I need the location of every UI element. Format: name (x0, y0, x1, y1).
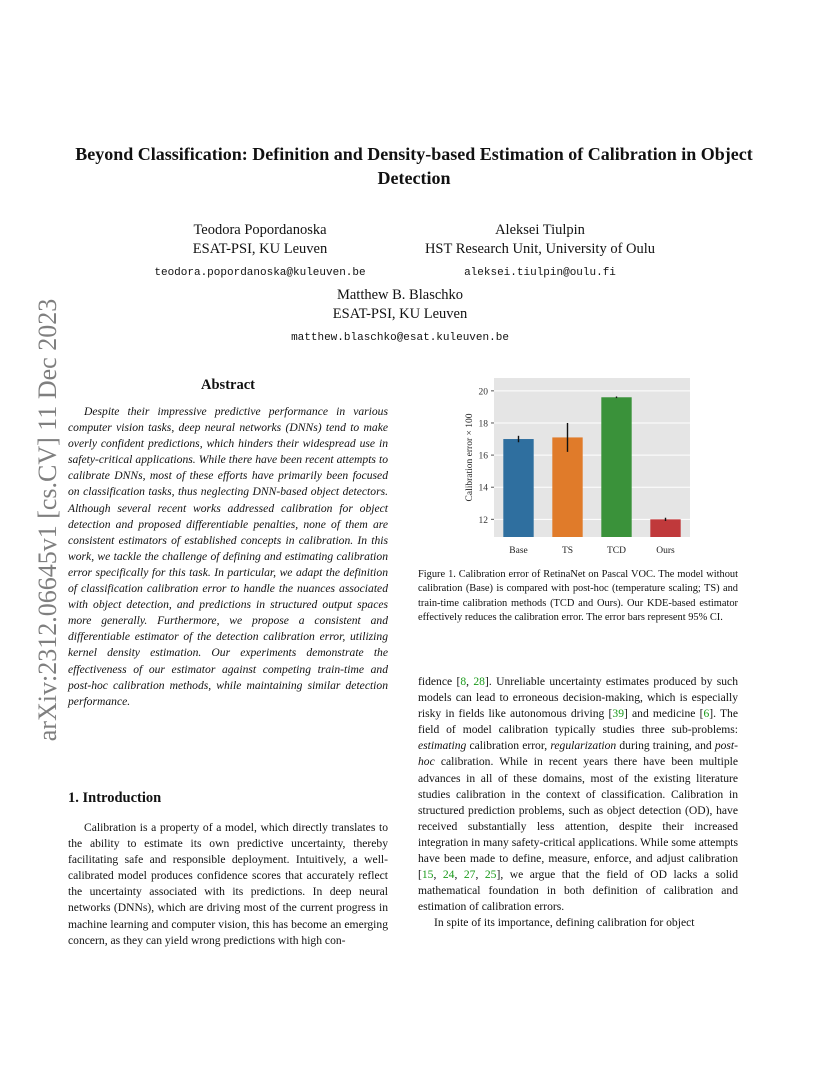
bar-ts (552, 437, 582, 537)
author-email[interactable]: teodora.popordanoska@kuleuven.be (154, 267, 366, 279)
bar-base (503, 439, 533, 537)
arxiv-stamp-text: arXiv:2312.06645v1 [cs.CV] 11 Dec 2023 (33, 298, 62, 742)
citation-link[interactable]: 6 (703, 707, 710, 721)
author-email[interactable]: aleksei.tiulpin@oulu.fi (464, 267, 616, 279)
paragraph: fidence [8, 28]. Unreliable uncertainty estimates produced by such models can lead to erroneous decision-making, which is especially risky in fields like autonomous driving [39] and medicine [6]. The field of model calibration typically studies three sub-problems: estimating calibration error, regularization during training, and post-hoc calibration. While in recent years there have been multiple advances in all of these domains, most of the existing literature studies calibration in the context of classification. Calibration in structured prediction problems, such as object detection (OD), have received substantially less attention, despite their increased integration in many safety-critical applications. While some attempts have been made to define, measure, enforce, and adjust calibration [15, 24, 27, 25], we argue that the field of OD lacks a solid mathematical foundation in both definition of calibration and estimation of calibration errors. (418, 675, 739, 914)
figure-caption: Figure 1. Calibration error of RetinaNet on Pascal VOC. The model without calibration (Base) is compared with post-hoc (temperature scaling; TS) and train-time calibration methods (TCD and Ours). Our KDE-based estimator effectively reduces the calibration error. The error bars represent 95% CI. (418, 569, 738, 624)
bar-tcd (601, 397, 631, 537)
author-block-3 (250, 286, 550, 348)
author-block-1 (140, 221, 380, 283)
author-affiliation: HST Research Unit, University of Oulu (424, 241, 656, 257)
citation-link[interactable]: 27 (463, 868, 476, 882)
citation-link[interactable]: 25 (484, 868, 497, 882)
y-tick-label: 16 (478, 451, 488, 462)
x-tick-label: TCD (607, 546, 626, 556)
citation-link[interactable]: 28 (473, 675, 485, 688)
paper-title: Beyond Classification: Definition and Density-based Estimation of Calibration in Object Detection (75, 144, 753, 188)
x-tick-label: Ours (656, 546, 675, 556)
author-affiliation: ESAT-PSI, KU Leuven (192, 241, 328, 257)
author-affiliation: ESAT-PSI, KU Leuven (332, 306, 468, 322)
citation-link[interactable]: 15 (421, 868, 434, 882)
y-tick-label: 12 (478, 515, 488, 526)
citation-link[interactable]: 24 (442, 868, 455, 882)
author-block-2 (400, 221, 680, 283)
x-tick-label: Base (509, 546, 528, 556)
author-email[interactable]: matthew.blaschko@esat.kuleuven.be (291, 332, 509, 344)
citation-link[interactable]: 39 (612, 707, 624, 721)
paragraph: In spite of its importance, defining calibration for object (434, 916, 695, 930)
y-tick-label: 20 (478, 387, 488, 398)
abstract-text: Despite their impressive predictive performance in various computer vision tasks, deep neural networks (DNNs) tend to make overly confident predictions, which hinders their widespread use in safety-critical applications. While there have been recent attempts to calibrate DNNs, most of these efforts have primarily been focused on classification tasks, thus neglecting DNN-based object detectors. Although several recent works addressed calibration for object detection and proposed differentiable penalties, none of them are consistent estimators of established concepts in calibration. In this work, we tackle the challenge of defining and estimating calibration error specifically for this task. In particular, we adapt the definition of classification calibration error to handle the nuances associated with object detection, and predictions in structured output spaces more generally. Furthermore, we propose a consistent and differentiable estimator of the detection calibration error, utilizing kernel density estimation. Our experiments demonstrate the effectiveness of our estimator against competing train-time and post-hoc calibration methods, while maintaining similar detection performance. (68, 405, 388, 708)
author-name: Aleksei Tiulpin (495, 222, 585, 238)
citation-link[interactable]: 8 (460, 675, 467, 688)
introduction-text: Calibration is a property of a model, which directly translates to the ability to estimate its own predictive uncertainty, thereby facilitating safe and responsible deployment. Intuitively, a well-calibrated model produces confidence scores that accurately reflect the uncertainty associated with its predictions. In deep neural networks (DNNs), which are driving most of the current progress in machine learning and computer vision, this has become an emerging concern, as they can yield wrong predictions with high con- (68, 821, 388, 947)
introduction-heading: 1. Introduction (68, 790, 162, 806)
author-name: Matthew B. Blaschko (336, 287, 464, 303)
abstract-heading: Abstract (201, 377, 255, 393)
right-column-text (418, 674, 738, 932)
bar-ours (650, 519, 680, 537)
y-axis-label: Calibration error × 100 (465, 413, 475, 502)
author-name: Teodora Popordanoska (193, 222, 327, 238)
x-tick-label: TS (561, 546, 574, 556)
y-tick-label: 18 (478, 419, 488, 430)
y-tick-label: 14 (478, 483, 488, 494)
calibration-bar-chart (458, 372, 698, 562)
